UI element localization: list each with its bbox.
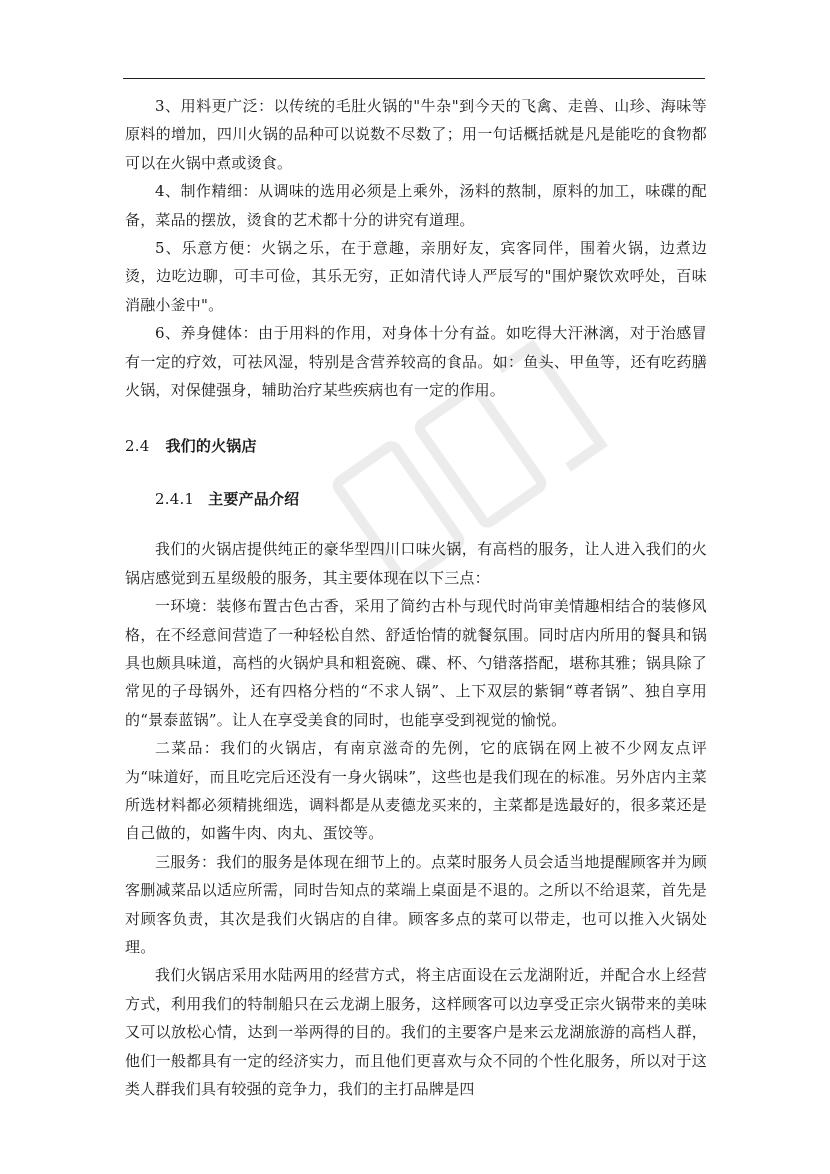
header-rule: [123, 78, 705, 79]
paragraph: 我们的火锅店提供纯正的豪华型四川口味火锅，有高档的服务，让人进入我们的火锅店感觉到五星级般的服务，其主要体现在以下三点：: [125, 540, 707, 587]
section-number: 2.4: [125, 437, 150, 456]
paragraph: 5、乐意方便：火锅之乐，在于意趣，亲朋好友，宾客同伴，围着火锅，边煮边烫，边吃边聊，可丰可俭，其乐无穷，正如清代诗人严辰写的"围炉聚饮欢呼处，百味消融小釜中"。: [125, 239, 707, 314]
section-heading: [125, 432, 707, 460]
paragraph: 三服务：我们的服务是体现在细节上的。点菜时服务人员会适当地提醒顾客并为顾客删减菜品以适应所需，同时告知点的菜端上桌面是不退的。之所以不给退菜，首先是对顾客负责，其次是我们火锅店的自律。顾客多点的菜可以带走，也可以推入火锅处理。: [125, 852, 707, 956]
subsection-heading: [125, 485, 707, 513]
document-body: [125, 92, 707, 1103]
subsection-number: 2.4.1: [155, 489, 195, 508]
subsection-title: 主要产品介绍: [208, 489, 300, 508]
paragraph: 我们火锅店采用水陆两用的经营方式，将主店面设在云龙湖附近，并配合水上经营方式，利用我们的特制船只在云龙湖上服务，这样顾客可以边享受正宗火锅带来的美味又可以放松心情，达到一举两得的目的。我们的主要客户是来云龙湖旅游的高档人群，他们一般都具有一定的经济实力，而且他们更喜欢与众不同的个性化服务，所以对于这类人群我们具有较强的竞争力，我们的主打品牌是四: [125, 966, 707, 1098]
paragraph: 二菜品：我们的火锅店，有南京滋奇的先例，它的底锅在网上被不少网友点评为“味道好，而且吃完后还没有一身火锅味”，这些也是我们现在的标准。另外店内主菜所选材料都必须精挑细选，调料都是从麦德龙买来的，主菜都是选最好的，很多菜还是自己做的，如酱牛肉、肉丸、蛋饺等。: [125, 739, 707, 843]
paragraph: 一环境：装修布置古色古香，采用了简约古朴与现代时尚审美情趣相结合的装修风格，在不经意间营造了一种轻松自然、舒适怡情的就餐氛围。同时店内所用的餐具和锅具也颇具味道，高档的火锅炉具和粗瓷碗、碟、杯、勺错落搭配，堪称其雅；锅具除了常见的子母锅外，还有四格分档的“不求人锅”、上下双层的紫铜“尊者锅”、独自享用的“景泰蓝锅”。让人在享受美食的同时，也能享受到视觉的愉悦。: [125, 597, 707, 729]
paragraph: 3、用料更广泛：以传统的毛肚火锅的"牛杂"到今天的飞禽、走兽、山珍、海味等原料的增加，四川火锅的品种可以说数不尽数了；用一句话概括就是凡是能吃的食物都可以在火锅中煮或烫食。: [125, 97, 707, 172]
paragraph: 6、养身健体：由于用料的作用，对身体十分有益。如吃得大汗淋漓，对于治感冒有一定的疗效，可祛风湿，特别是含营养较高的食品。如：鱼头、甲鱼等，还有吃药膳火锅，对保健强身，辅助治疗某些疾病也有一定的作用。: [125, 324, 707, 400]
section-title: 我们的火锅店: [165, 437, 257, 456]
paragraph: 4、制作精细：从调味的选用必须是上乘外，汤料的熬制，原料的加工，味碟的配备，菜品的摆放，烫食的艺术都十分的讲究有道理。: [125, 182, 707, 229]
